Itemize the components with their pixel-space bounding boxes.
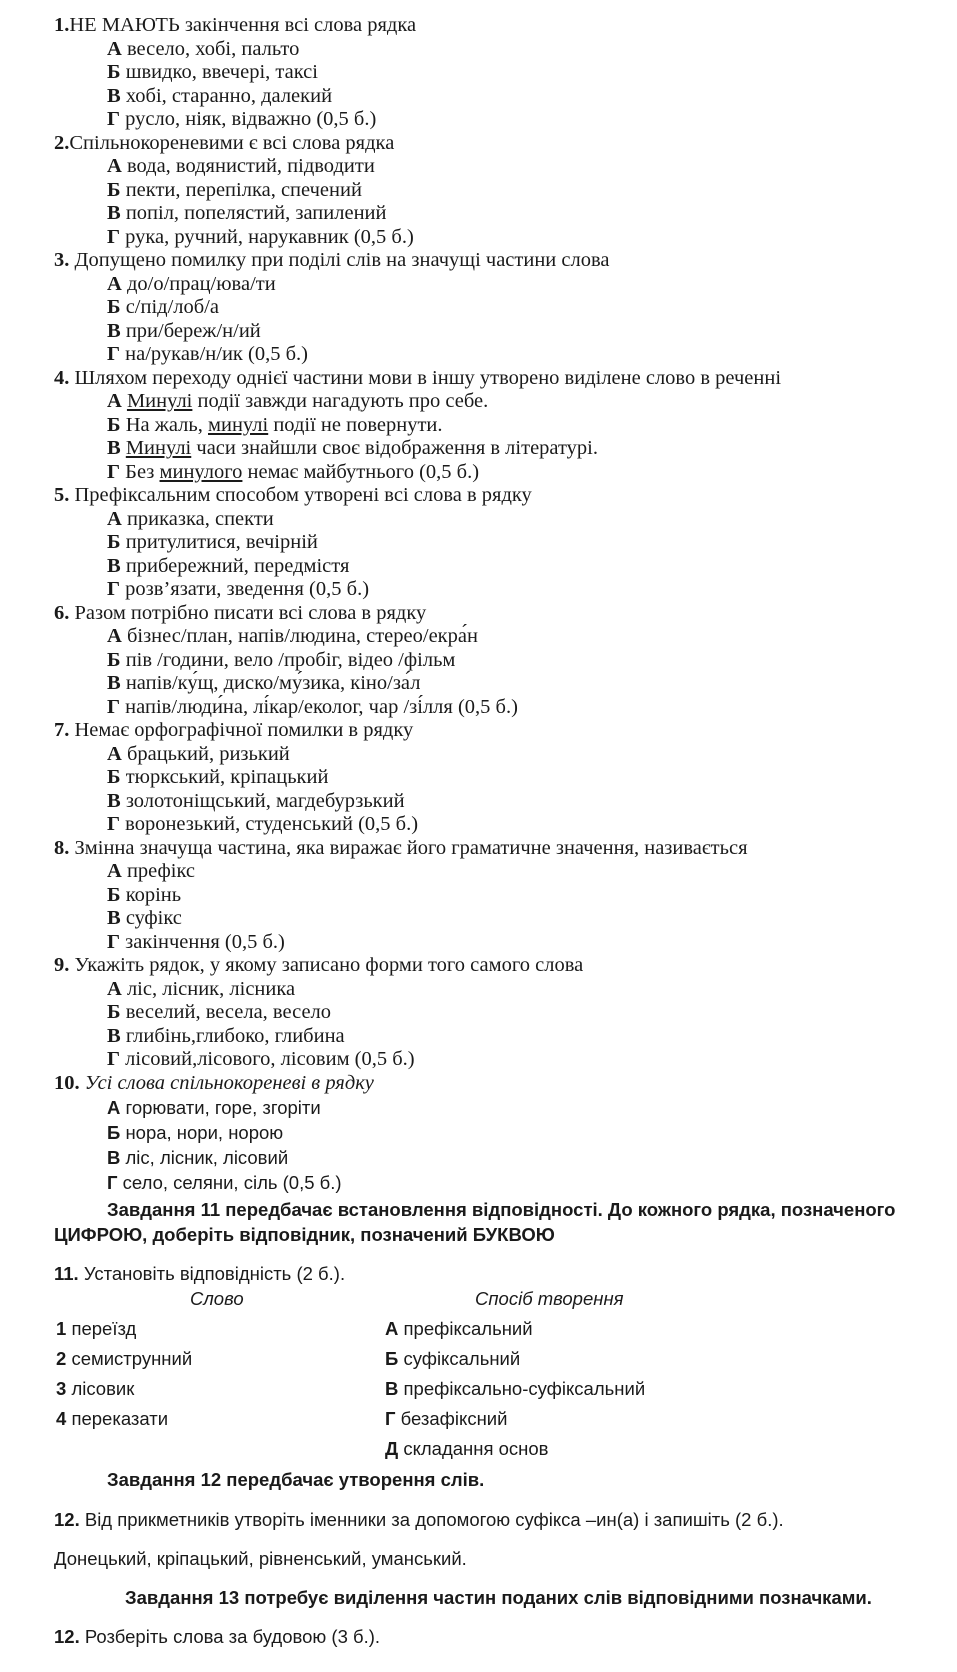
- question-5-option-2: Б притулитися, вечірній: [107, 531, 318, 553]
- question-9-heading: 9. Укажіть рядок, у якому записано форми того самого слова: [54, 954, 584, 976]
- q11-heading: 11. Установіть відповідність (2 б.).: [54, 1263, 346, 1284]
- question-6-option-4: Г напів/люди́на, лі́кар/еколог, чар /зі́лля (0,5 б.): [107, 695, 518, 718]
- q11-column-headers: [0, 1286, 957, 1316]
- task11-note: Завдання 11 передбачає встановлення відповідності. До кожного рядка, позначеного ЦИФРОЮ, доберіть відповідник, позначений БУКВОЮ: [54, 1199, 896, 1245]
- question-3-option-4: Г на/рукав/н/ик (0,5 б.): [107, 343, 308, 365]
- question-2-option-2: Б пекти, перепілка, спечений: [107, 178, 362, 201]
- question-4-heading: 4. Шляхом переходу однієї частини мови в іншу утворено виділене слово в реченні: [54, 366, 782, 389]
- q11-col-right: Спосіб творення: [475, 1288, 624, 1309]
- q11-row-2: 2 семиструнний Б суфіксальний: [56, 1348, 521, 1369]
- q11-row-3: 3 лісовик В префіксально-суфіксальний: [56, 1378, 646, 1399]
- question-1-heading: 1.НЕ МАЮТЬ закінчення всі слова рядка: [54, 14, 417, 36]
- question-5-option-4: Г розв’язати, зведення (0,5 б.): [107, 578, 370, 600]
- question-9-option-3: В глибінь,глибоко, глибина: [107, 1024, 345, 1047]
- question-9-option-4: Г лісовий,лісового, лісовим (0,5 б.): [107, 1048, 415, 1070]
- q11-col-left: Слово: [190, 1288, 244, 1309]
- question-1-option-1: А весело, хобі, пальто: [107, 37, 300, 60]
- question-3-option-2: Б с/під/лоб/а: [107, 296, 219, 318]
- questions-10-13: [0, 1095, 957, 1649]
- highlighted-word: Минулі: [126, 390, 193, 412]
- q13-heading: 12. Розберіть слова за будовою (3 б.).: [54, 1626, 381, 1647]
- question-4-option-1: А Минулі події завжди нагадують про себе.: [107, 390, 489, 412]
- highlighted-word: минулі: [208, 413, 269, 436]
- question-3-option-1: А до/о/прац/юва/ти: [107, 272, 276, 295]
- q10-option-c: В ліс, лісник, лісовий: [107, 1147, 289, 1168]
- question-4-option-3: В Минулі часи знайшли своє відображення в літературі.: [107, 437, 598, 459]
- highlighted-word: Минулі: [125, 437, 192, 459]
- task13-note: Завдання 13 потребує виділення частин поданих слів відповідними позначками.: [125, 1587, 872, 1608]
- question-8-heading: 8. Змінна значуща частина, яка виражає його граматичне значення, називається: [54, 836, 748, 859]
- question-3-option-3: В при/береж/н/ий: [107, 319, 261, 342]
- question-9-option-1: А ліс, лісник, лісника: [107, 977, 296, 1000]
- question-9-option-2: Б веселий, весела, весело: [107, 1001, 332, 1023]
- question-1-option-4: Г русло, ніяк, відважно (0,5 б.): [107, 108, 377, 130]
- question-7-option-2: Б тюркський, кріпацький: [107, 766, 329, 788]
- question-8-option-2: Б корінь: [107, 883, 182, 906]
- question-6-heading: 6. Разом потрібно писати всі слова в рядку: [54, 601, 427, 624]
- highlighted-word: минулого: [159, 460, 243, 483]
- question-5-option-1: А приказка, спекти: [107, 507, 274, 530]
- question-1-option-3: В хобі, старанно, далекий: [107, 84, 333, 107]
- question-2-heading: 2.Спільнокореневими є всі слова рядка: [54, 131, 395, 154]
- question-5-heading: 5. Префіксальним способом утворені всі слова в рядку: [54, 484, 532, 506]
- question-4-option-4: Г Без минулого немає майбутнього (0,5 б.): [107, 460, 480, 483]
- question-3-heading: 3. Допущено помилку при поділі слів на значущі частини слова: [54, 249, 610, 271]
- question-1-option-2: Б швидко, ввечері, таксі: [107, 61, 318, 83]
- question-6-option-3: В напів/ку́щ, диско/му́зика, кіно/за́л: [107, 672, 421, 694]
- question-8-option-4: Г закінчення (0,5 б.): [107, 930, 285, 953]
- task12-note: Завдання 12 передбачає утворення слів.: [107, 1469, 485, 1490]
- q10-option-b: Б нора, нори, норою: [107, 1122, 284, 1143]
- questions-1-10: [0, 14, 957, 1095]
- question-2-option-3: В попіл, попелястий, запилений: [107, 202, 387, 224]
- q12-words: Донецький, кріпацький, рівненський, уманський.: [54, 1548, 467, 1569]
- question-10-heading: 10. Усі слова спільнокореневі в рядку: [54, 1071, 374, 1094]
- question-7-option-3: В золотоніщський, магдебурзький: [107, 789, 405, 812]
- q11-row-4: 4 переказати Г безафіксний: [56, 1408, 508, 1429]
- q11-row-5: Д складання основ: [385, 1438, 549, 1459]
- question-8-option-3: В суфікс: [107, 907, 182, 929]
- question-7-option-4: Г воронезький, студенський (0,5 б.): [107, 813, 419, 835]
- question-7-option-1: А брацький, ризький: [107, 742, 290, 765]
- question-7-heading: 7. Немає орфографічної помилки в рядку: [54, 719, 414, 741]
- question-5-option-3: В прибережний, передмістя: [107, 554, 350, 577]
- question-2-option-4: Г рука, ручний, нарукавник (0,5 б.): [107, 225, 414, 248]
- question-2-option-1: А вода, водянистий, підводити: [107, 155, 375, 177]
- q10-option-d: Г село, селяни, сіль (0,5 б.): [107, 1172, 342, 1193]
- q12-heading: 12. Від прикметників утворіть іменники за допомогою суфікса –ин(а) і запишіть (2 б.).: [54, 1509, 784, 1530]
- q11-row-1: 1 переїзд А префіксальний: [56, 1318, 533, 1339]
- q10-option-a: А горювати, горе, згоріти: [107, 1097, 321, 1118]
- question-6-option-2: Б пів /години, вело /пробіг, відео /фільм: [107, 648, 456, 671]
- question-4-option-2: Б На жаль, минулі події не повернути.: [107, 413, 443, 436]
- question-8-option-1: А префікс: [107, 860, 196, 882]
- question-6-option-1: А бізнес/план, напів/людина, стерео/екра́н: [107, 625, 478, 647]
